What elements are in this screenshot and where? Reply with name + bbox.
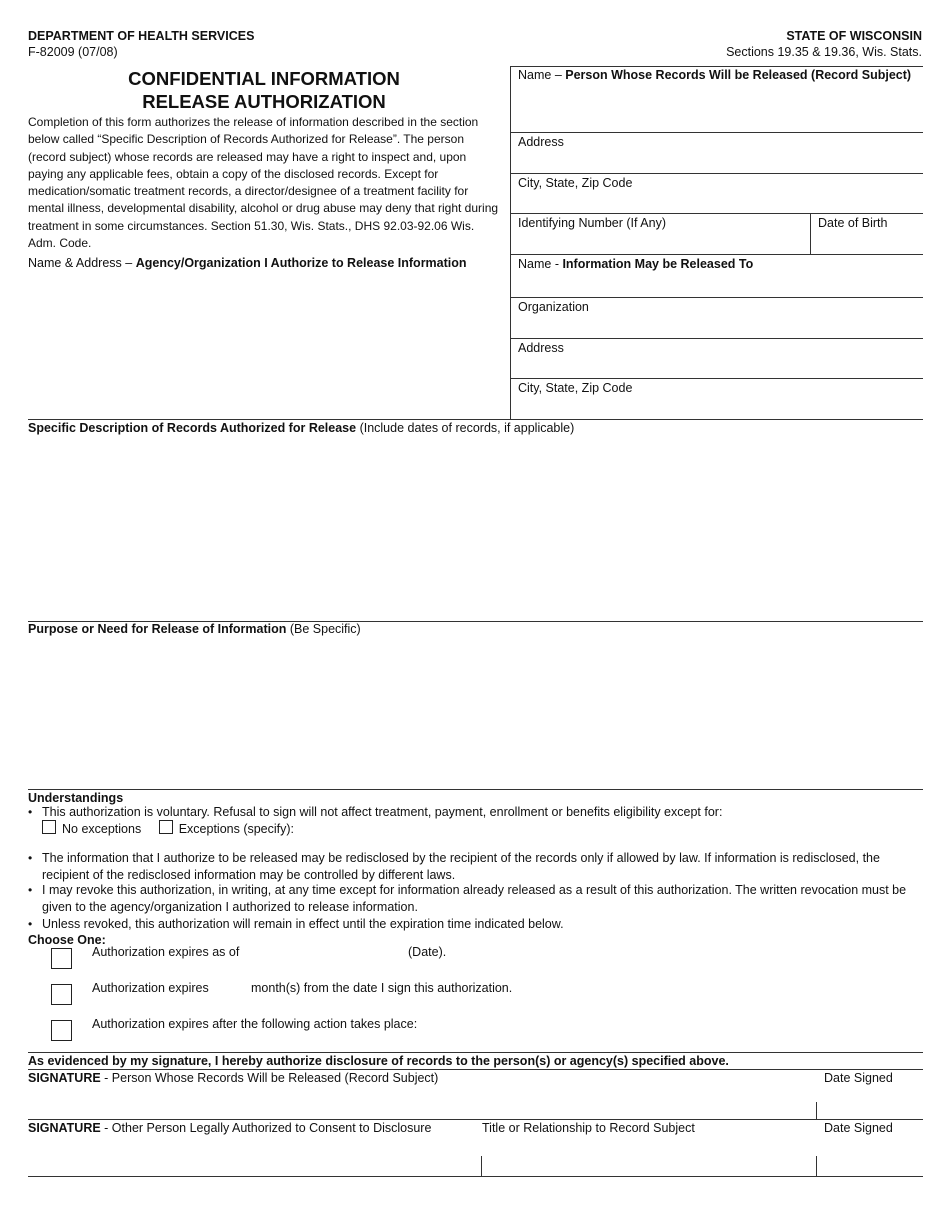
bullet: • — [28, 917, 33, 931]
understanding-redisclose-text: The information that I authorize to be released may be redisclosed by the recipient of the records only if allowed by law. If information is redisclosed, the recipient of the redisclosed information may be controlled by different laws. — [42, 851, 880, 882]
date-divider — [816, 1102, 817, 1119]
rule — [510, 338, 923, 339]
intro-paragraph: Completion of this form authorizes the release of information described in the section below called “Specific Description of Records Authorized for Release”. The person (record subject) whose records are released may have a right to inspect and, upon paying any applicable fees, obtain a copy of the disclosed records. Except for medication/somatic treatment records, a director/designee of a treatment facility for mental illness, developmental disability, alcohol or drug abuse may deny that right during treatment in some circumstances. Section 51.30, Wis. Stats., DHS 92.03-92.06 Wis. Adm. Code. — [28, 115, 499, 251]
dob-divider — [810, 213, 811, 254]
recipient-city-field[interactable]: City, State, Zip Code — [518, 381, 633, 395]
rule — [510, 213, 923, 214]
statute-reference: Sections 19.35 & 19.36, Wis. Stats. — [726, 45, 922, 59]
exceptions-row — [42, 820, 294, 836]
rule — [510, 132, 923, 133]
purpose-label-bold: Purpose or Need for Release of Information — [28, 622, 287, 636]
subject-city-field[interactable]: City, State, Zip Code — [518, 176, 633, 190]
bullet: • — [28, 883, 33, 897]
rule — [28, 1069, 923, 1070]
subject-date-signed-field[interactable]: Date Signed — [824, 1071, 893, 1085]
rule — [510, 378, 923, 379]
understanding-revoke — [28, 882, 923, 915]
expires-action-label: Authorization expires after the following action takes place: — [92, 1017, 418, 1031]
expires-months-checkbox[interactable] — [51, 984, 72, 1005]
exceptions-label: Exceptions (specify): — [178, 822, 295, 836]
purpose-label-note: (Be Specific) — [286, 622, 361, 636]
form-title — [28, 67, 500, 113]
records-description-field[interactable] — [28, 421, 574, 435]
records-label-note: (Include dates of records, if applicable) — [356, 421, 575, 435]
title-line-2: RELEASE AUTHORIZATION — [142, 91, 386, 112]
understanding-revoke-text: I may revoke this authorization, in writing, at any time except for information already released as a result of this authorization. The written revocation must be given to the agency/organization I authorized to release information. — [42, 883, 907, 914]
rule — [510, 254, 923, 255]
recipient-name-field[interactable] — [518, 256, 753, 272]
signature-label-bold: SIGNATURE — [28, 1121, 101, 1135]
subject-id-field[interactable]: Identifying Number (If Any) — [518, 216, 666, 230]
records-label-bold: Specific Description of Records Authorized for Release — [28, 421, 357, 435]
other-signature-label: - Other Person Legally Authorized to Consent to Disclosure — [100, 1121, 432, 1135]
agency-label-prefix: Name & Address – — [28, 256, 136, 270]
rule — [510, 297, 923, 298]
understanding-effect-text: Unless revoked, this authorization will remain in effect until the expiration time indicated below. — [42, 917, 564, 931]
date-divider — [816, 1156, 817, 1176]
rule — [28, 419, 923, 420]
recipient-address-field[interactable]: Address — [518, 341, 564, 355]
expires-date-suffix: (Date). — [408, 945, 447, 959]
recipient-name-bold: Information May be Released To — [562, 257, 754, 271]
subject-address-field[interactable]: Address — [518, 135, 564, 149]
exceptions-checkbox[interactable] — [159, 820, 173, 834]
header-left — [28, 28, 254, 60]
agency-field[interactable] — [28, 256, 503, 270]
bullet: • — [28, 805, 33, 819]
expires-date-checkbox[interactable] — [51, 948, 72, 969]
understanding-redisclose — [28, 850, 923, 883]
right-block-divider — [510, 66, 511, 419]
no-exceptions-checkbox[interactable] — [42, 820, 56, 834]
no-exceptions-label: No exceptions — [62, 822, 142, 836]
header-right — [726, 28, 922, 60]
rule — [28, 1119, 923, 1120]
relationship-field[interactable]: Title or Relationship to Record Subject — [482, 1121, 695, 1135]
relationship-divider — [481, 1156, 482, 1176]
understanding-voluntary — [28, 804, 923, 821]
signature-statement: As evidenced by my signature, I hereby authorize disclosure of records to the person(s) or agency(s) specified above. — [28, 1054, 729, 1068]
understandings-heading: Understandings — [28, 791, 124, 805]
purpose-field[interactable] — [28, 622, 361, 636]
recipient-name-prefix: Name - — [518, 257, 563, 271]
agency-label-bold: Agency/Organization I Authorize to Release Information — [135, 256, 467, 270]
choose-one-heading: Choose One: — [28, 933, 106, 947]
state-name: STATE OF WISCONSIN — [786, 29, 922, 43]
signature-label-bold: SIGNATURE — [28, 1071, 101, 1085]
expires-date-label: Authorization expires as of — [92, 945, 240, 959]
understanding-voluntary-text: This authorization is voluntary. Refusal to sign will not affect treatment, payment, enrollment or benefits eligibility except for: — [42, 805, 723, 819]
rule — [510, 173, 923, 174]
rule — [28, 1176, 923, 1177]
title-line-1: CONFIDENTIAL INFORMATION — [128, 68, 400, 89]
subject-signature-field[interactable] — [28, 1071, 438, 1085]
subject-dob-field[interactable]: Date of Birth — [818, 216, 888, 230]
recipient-organization-field[interactable]: Organization — [518, 300, 589, 314]
expires-action-checkbox[interactable] — [51, 1020, 72, 1041]
other-signature-field[interactable] — [28, 1121, 431, 1135]
understanding-effect — [28, 916, 923, 933]
bullet: • — [28, 851, 33, 865]
expires-months-label: Authorization expires — [92, 981, 209, 995]
expires-months-suffix: month(s) from the date I sign this authorization. — [251, 981, 513, 995]
subject-name-prefix: Name – — [518, 68, 566, 82]
subject-name-field[interactable] — [518, 67, 918, 83]
form-number: F-82009 (07/08) — [28, 45, 118, 59]
subject-signature-label: - Person Whose Records Will be Released (Record Subject) — [100, 1071, 439, 1085]
other-date-signed-field[interactable]: Date Signed — [824, 1121, 893, 1135]
rule — [28, 1052, 923, 1053]
subject-name-bold: Person Whose Records Will be Released (Record Subject) — [565, 68, 912, 82]
department-name: DEPARTMENT OF HEALTH SERVICES — [28, 29, 255, 43]
